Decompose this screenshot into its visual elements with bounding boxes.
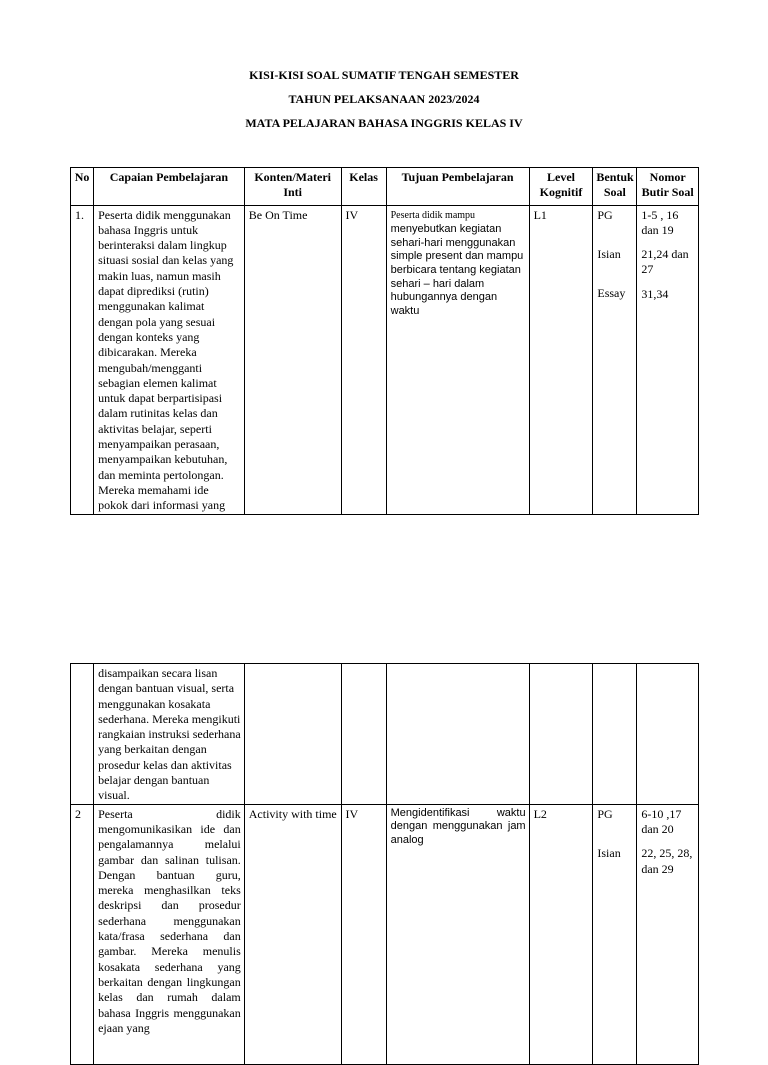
header-nomor: Nomor Butir Soal xyxy=(637,168,699,206)
tujuan-text: menyebutkan kegiatan sehari-hari menggunakan simple present dan mampu berbicara tentang kegiatan sehari – hari dalam hubungannya dengan waktu xyxy=(390,222,524,318)
cell-kelas: IV xyxy=(341,205,386,514)
table-row xyxy=(71,205,699,514)
cell-konten: Be On Time xyxy=(244,205,341,514)
header-kelas: Kelas xyxy=(341,168,386,206)
cell-bentuk xyxy=(593,664,637,805)
document-header xyxy=(0,68,768,140)
cell-bentuk xyxy=(593,804,637,1064)
cell-kelas: IV xyxy=(341,804,386,1064)
cell-level: L1 xyxy=(529,205,593,514)
header-konten: Konten/Materi Inti xyxy=(244,168,341,206)
table-header-row xyxy=(71,168,699,206)
cell-konten: Activity with time xyxy=(244,804,341,1064)
header-capaian: Capaian Pembelajaran xyxy=(94,168,245,206)
header-no: No xyxy=(71,168,94,206)
cell-kelas xyxy=(341,664,386,805)
nomor-item: 31,34 xyxy=(641,286,669,301)
cell-no: 1. xyxy=(71,205,94,514)
header-bentuk: Bentuk Soal xyxy=(593,168,637,206)
cell-capaian: disampaikan secara lisan dengan bantuan visual, serta menggunakan kosakata sederhana. Mereka mengikuti rangkaian instruksi sederhana yang berkaitan dengan prosedur kelas dan aktivitas belajar dengan bantuan visual. xyxy=(94,664,245,805)
bentuk-item: PG xyxy=(597,806,613,821)
cell-capaian: Peserta didik menggunakan bahasa Inggris untuk berinteraksi dalam lingkup situasi sosial dan kelas yang makin luas, namun masih dapat diprediksi (rutin) menggunakan kalimat dengan pola yang sesuai dengan konteks yang dibicarakan. Mereka mengubah/mengganti sebagian elemen kalimat untuk dapat berpartisipasi dalam rutinitas kelas dan aktivitas belajar, seperti menyampaikan perasaan, menyampaikan kebutuhan, dan meminta pertolongan. Mereka memahami ide pokok dari informasi yang xyxy=(94,205,245,514)
cell-no xyxy=(71,664,94,805)
bentuk-item: Isian xyxy=(597,246,621,261)
cell-konten xyxy=(244,664,341,805)
cell-nomor xyxy=(637,205,699,514)
kisi-table-page-1 xyxy=(70,167,699,515)
tujuan-lead: Peserta didik mampu xyxy=(390,209,476,221)
nomor-item: 21,24 dan 27 xyxy=(641,247,689,277)
page-gap xyxy=(0,540,768,660)
bentuk-item: Essay xyxy=(597,286,626,301)
table-row xyxy=(71,664,699,805)
header-tujuan: Tujuan Pembelajaran xyxy=(386,168,529,206)
cell-bentuk xyxy=(593,205,637,514)
cell-nomor xyxy=(637,804,699,1064)
bentuk-item: PG xyxy=(597,207,613,222)
header-subject: MATA PELAJARAN BAHASA INGGRIS KELAS IV xyxy=(245,116,523,130)
cell-level xyxy=(529,664,593,805)
cell-tujuan xyxy=(386,205,529,514)
nomor-item: 1-5 , 16 dan 19 xyxy=(641,207,679,237)
nomor-item: 6-10 ,17 dan 20 xyxy=(641,806,682,836)
nomor-item: 22, 25, 28, dan 29 xyxy=(641,846,693,876)
cell-capaian: Peserta didik mengomunikasikan ide dan pengalamannya melalui gambar dan salinan tulisan. Dengan bantuan guru, mereka menghasilkan teks deskripsi dan prosedur sederhana menggunakan kata/frasa sederhana dan gambar. Mereka menulis kosakata sederhana yang berkaitan dengan lingkungan kelas dan rumah dalam bahasa Inggris menggunakan ejaan yang xyxy=(94,804,245,1064)
cell-nomor xyxy=(637,664,699,805)
cell-tujuan: Mengidentifikasi waktu dengan menggunakan jam analog xyxy=(386,804,529,1064)
bentuk-item: Isian xyxy=(597,845,621,860)
cell-no: 2 xyxy=(71,804,94,1064)
table-row xyxy=(71,804,699,1064)
header-level: Level Kognitif xyxy=(529,168,593,206)
header-title: KISI-KISI SOAL SUMATIF TENGAH SEMESTER xyxy=(249,68,519,82)
cell-level: L2 xyxy=(529,804,593,1064)
kisi-table-page-2 xyxy=(70,663,699,1065)
header-year: TAHUN PELAKSANAAN 2023/2024 xyxy=(288,92,480,106)
cell-tujuan xyxy=(386,664,529,805)
